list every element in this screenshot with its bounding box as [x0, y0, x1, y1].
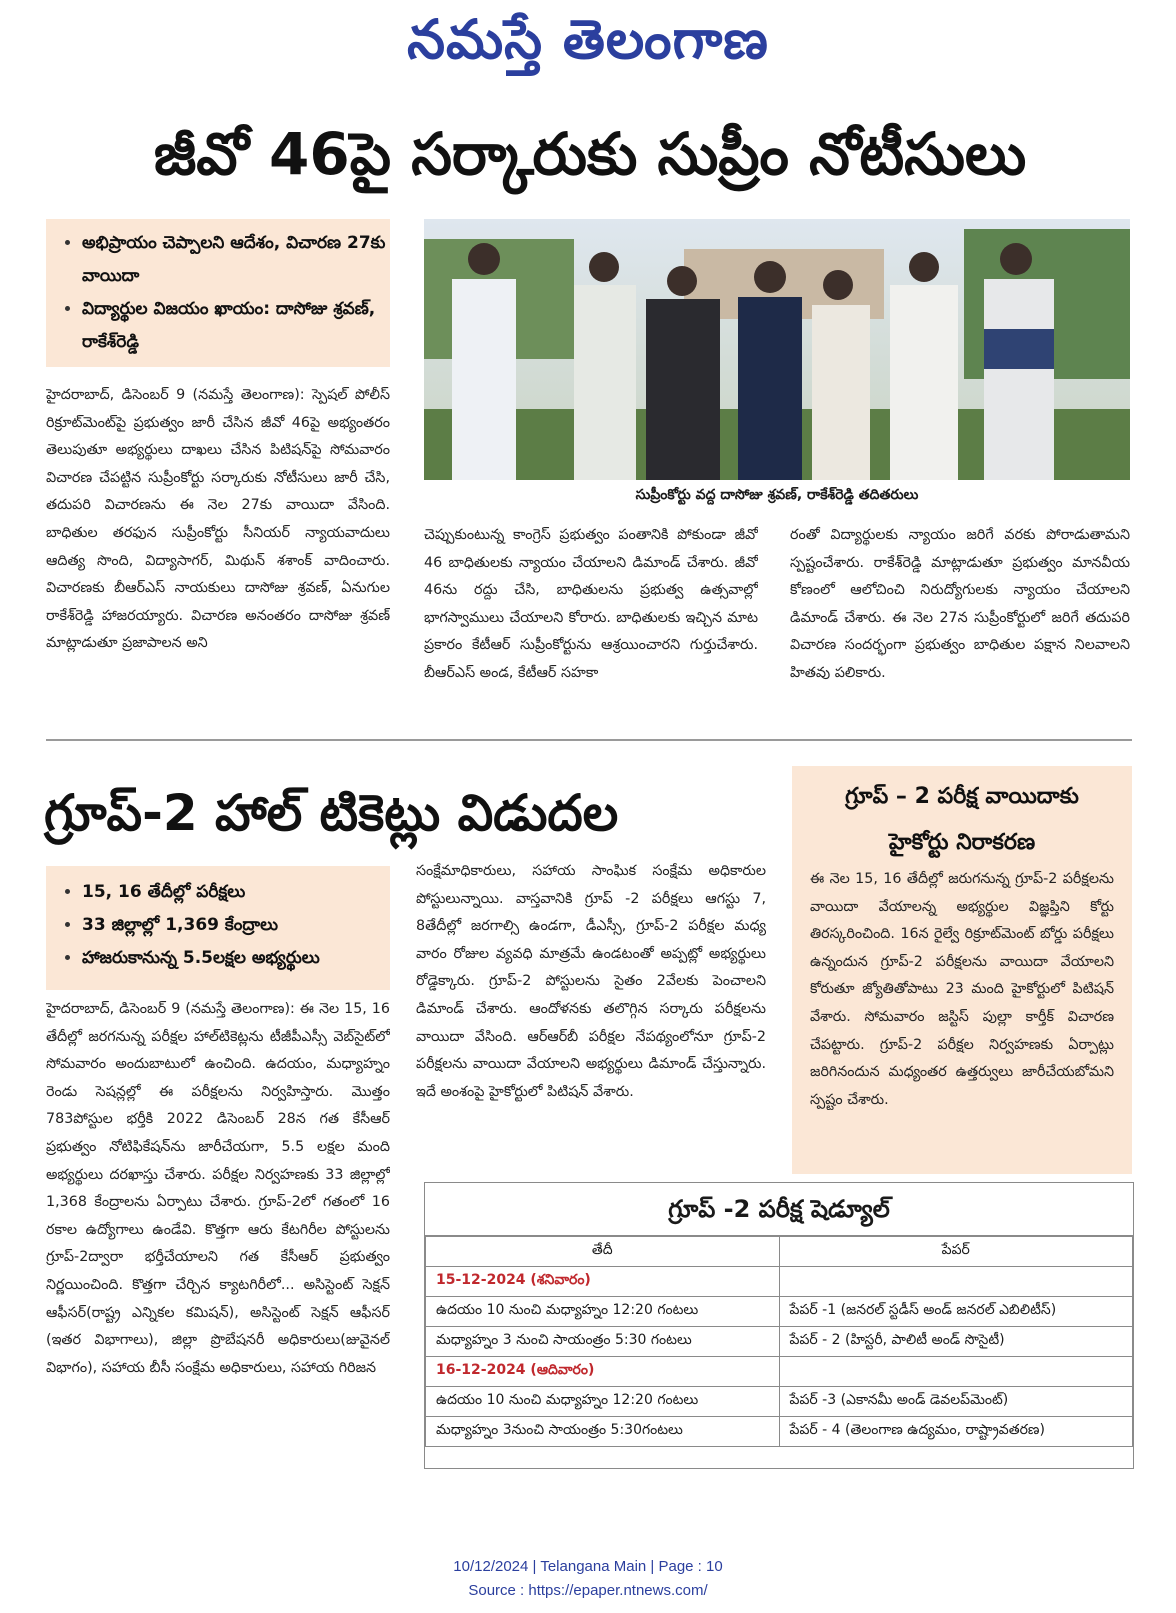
highlight-item: • విద్యార్థుల విజయం ఖాయం: దాసోజు శ్రవణ్, రాకేశ్‌రెడ్డి	[82, 293, 390, 359]
story1-column-2	[424, 522, 758, 716]
empty-cell	[779, 1267, 1133, 1297]
table-header	[426, 1237, 1133, 1267]
story2-highlights	[46, 876, 390, 975]
time-cell: ఉదయం 10 నుంచి మధ్యాహ్నం 12:20 గంటలు	[426, 1387, 780, 1417]
story1-column-3	[790, 522, 1130, 716]
story1-highlights-box	[46, 219, 390, 367]
photo-caption: సుప్రీంకోర్టు వద్ద దాసోజు శ్రవణ్, రాకేశ్‌రెడ్డి తదితరులు	[635, 487, 919, 503]
footer-source-link[interactable]: Source : https://epaper.ntnews.com/	[468, 1582, 708, 1599]
page-footer	[0, 1555, 1176, 1603]
headline-go46: జీవో 46పై సర్కారుకు సుప్రీం నోటీసులు	[153, 120, 1027, 188]
court-group-photo	[424, 219, 1130, 480]
table-row	[426, 1327, 1133, 1357]
exam-schedule-box	[424, 1182, 1134, 1469]
highlight-item: • 33 జిల్లాల్లో 1,369 కేంద్రాలు	[82, 909, 390, 942]
schedule-title: గ్రూప్ -2 పరీక్ష షెడ్యూల్	[425, 1183, 1133, 1236]
masthead-logo: నమస్తే తెలంగాణ	[407, 8, 769, 71]
story2-column-2	[416, 858, 766, 1164]
schedule-table	[425, 1236, 1133, 1447]
highcourt-sidebar	[792, 766, 1132, 1174]
time-cell: మధ్యాహ్నం 3 నుంచి సాయంత్రం 5:30 గంటలు	[426, 1327, 780, 1357]
col-header-paper: పేపర్	[779, 1237, 1133, 1267]
story1-text: రంతో విద్యార్థులకు న్యాయం జరిగే వరకు పోరాడుతామని స్పష్టంచేశారు. రాకేశ్‌రెడ్డి మాట్లాడుతూ ప్రభుత్వం మానవీయ కోణంలో ఆలోచించి నిరుద్యోగులకు న్యాయం చేయాలని డిమాండ్ చేశారు. ఈ నెల 27న సుప్రీంకోర్టులో జరిగే తదుపరి విచారణ సందర్భంగా ప్రభుత్వం బాధితుల పక్షాన నిలవాలని హితవు పలికారు.	[790, 527, 1130, 681]
date-cell: 15-12-2024 (శనివారం)	[426, 1267, 780, 1297]
paper-cell: పేపర్ - 4 (తెలంగాణ ఉద్యమం, రాష్ట్రావతరణ)	[779, 1417, 1133, 1447]
sidebar-body	[792, 866, 1132, 1166]
sidebar-title: గ్రూప్ – 2 పరీక్ష వాయిదాకు	[845, 784, 1079, 809]
story1-highlights	[46, 227, 390, 359]
table-row	[426, 1267, 1133, 1297]
col-header-date: తేదీ	[426, 1237, 780, 1267]
story2-text: హైదరాబాద్, డిసెంబర్ 9 (నమస్తే తెలంగాణ): ఈ నెల 15, 16 తేదీల్లో జరగనున్న పరీక్షల హాల్‌టికెట్లను టీజీపీఎస్సీ వెబ్‌సైట్‌లో సోమవారం అందుబాటులో ఉంచింది. ఉదయం, మధ్యాహ్నం రెండు సెషన్లల్లో ఈ పరీక్షలను నిర్వహిస్తారు. మొత్తం 783పోస్టుల భర్తీకి 2022 డిసెంబర్ 28న గత కేసీఆర్ ప్రభుత్వం నోటిఫికేషన్‌ను జారీచేయగా, 5.5 లక్షల మంది అభ్యర్థులు దరఖాస్తు చేశారు. పరీక్షల నిర్వహణకు 33 జిల్లాల్లో 1,368 కేంద్రాలను ఏర్పాటు చేశారు. గ్రూప్-2లో గతంలో 16 రకాల ఉద్యోగాలు ఉండేవి. కొత్తగా ఆరు కేటగిరీల పోస్టులను గ్రూప్-2ద్వారా భర్తీచేయాలని గత కేసీఆర్ ప్రభుత్వం నిర్ణయించింది. కొత్తగా చేర్చిన క్యాటగిరీలో... అసిస్టెంట్ సెక్షన్ ఆఫీసర్(రాష్ట్ర ఎన్నికల కమిషన్), అసిస్టెంట్ సెక్షన్ ఆఫీసర్ (ఇతర విభాగాలు), జిల్లా ప్రొబేషనరీ అధికారులు(జువైనల్ విభాగం), సహాయ బీసీ సంక్షేమ అధికారులు, సహాయ గిరిజన	[46, 1001, 390, 1376]
sidebar-text: ఈ నెల 15, 16 తేదీల్లో జరుగనున్న గ్రూప్-2 పరీక్షలను వాయిదా వేయాలన్న అభ్యర్థుల విజ్ఞప్తిని కోర్టు తిరస్కరించింది. 16న రైల్వే రిక్రూట్‌మెంట్ బోర్డు పరీక్షలు ఉన్నందున గ్రూప్-2 పరీక్షలను వాయిదా వేయాలని కోరుతూ జ్యోతితోపాటు 23 మంది హైకోర్టులో పిటిషన్ వేశారు. సోమవారం జస్టిస్ పుల్లా కార్తీక్ విచారణ చేపట్టారు. గ్రూప్-2 పరీక్షల నిర్వహణకు ఏర్పాట్లు జరిగినందున మధ్యంతర ఉత్తర్వులు జారీచేయబోమని స్పష్టం చేశారు.	[810, 871, 1114, 1108]
paper-cell: పేపర్ - 2 (హిస్టరీ, పాలిటీ అండ్ సొసైటీ)	[779, 1327, 1133, 1357]
paper-cell: పేపర్ -1 (జనరల్ స్టడీస్ అండ్ జనరల్ ఎబిలిటీస్)	[779, 1297, 1133, 1327]
date-cell: 16-12-2024 (ఆదివారం)	[426, 1357, 780, 1387]
table-row	[426, 1297, 1133, 1327]
footer-edition-info: 10/12/2024 | Telangana Main | Page : 10	[453, 1558, 723, 1575]
table-row	[426, 1387, 1133, 1417]
empty-cell	[779, 1357, 1133, 1387]
story2-highlights-box	[46, 866, 390, 990]
time-cell: ఉదయం 10 నుంచి మధ్యాహ్నం 12:20 గంటలు	[426, 1297, 780, 1327]
paper-cell: పేపర్ -3 (ఎకానమీ అండ్ డెవలప్‌మెంట్)	[779, 1387, 1133, 1417]
section-divider	[46, 739, 1132, 741]
story2-text: సంక్షేమాధికారులు, సహాయ సాంఘిక సంక్షేమ అధికారుల పోస్టులున్నాయి. వాస్తవానికి గ్రూప్ -2 పరీక్షలు ఆగస్టు 7, 8తేదీల్లో జరగాల్సి ఉండగా, డీఎస్సీ, గ్రూప్-2 పరీక్షల మధ్య వారం రోజుల వ్యవధి మాత్రమే ఉండటంతో అప్పట్లో అభ్యర్థులు రోడ్డెక్కారు. గ్రూప్-2 పోస్టులను సైతం 2వేలకు పెంచాలని డిమాండ్ చేశారు. ఆందోళనకు తలొగ్గిన సర్కారు పరీక్షలను వాయిదా వేసింది. ఆర్‌ఆర్‌బీ పరీక్షల నేపథ్యంలోనూ గ్రూప్-2 పరీక్షలను వాయిదా వేయాలని అభ్యర్థులు డిమాండ్ చేస్తున్నారు. ఇదే అంశంపై హైకోర్టులో పిటిషన్ వేశారు.	[416, 863, 766, 1100]
headline-group2-hall-tickets: గ్రూప్-2 హాల్ టికెట్లు విడుదల	[44, 784, 619, 842]
story1-text: హైదరాబాద్, డిసెంబర్ 9 (నమస్తే తెలంగాణ): స్పెషల్ పోలీస్ రిక్రూట్‌మెంట్‌పై ప్రభుత్వం జారీ చేసిన జీవో 46పై అభ్యంతరం తెలుపుతూ అభ్యర్థులు దాఖలు చేసిన పిటిషన్‌పై సోమవారం విచారణ చేపట్టిన సుప్రీంకోర్టు సర్కారుకు నోటీసులు జారీ చేసి, తదుపరి విచారణను ఈ నెల 27కు వాయిదా వేసింది. బాధితుల తరఫున సుప్రీంకోర్టు సీనియర్ న్యాయవాదులు ఆదిత్య సొంది, విద్యాసాగర్, మిథున్ శశాంక్ వాదించారు. విచారణకు బీఆర్‌ఎస్ నాయకులు దాసోజు శ్రవణ్, ఏనుగుల రాకేశ్‌రెడ్డి హాజరయ్యారు. విచారణ అనంతరం దాసోజు శ్రవణ్ మాట్లాడుతూ ప్రజాపాలన అని	[46, 387, 390, 652]
sidebar-subtitle: హైకోర్టు నిరాకరణ	[888, 830, 1036, 855]
time-cell: మధ్యాహ్నం 3నుంచి సాయంత్రం 5:30గంటలు	[426, 1417, 780, 1447]
photo-image	[424, 219, 1130, 480]
table-row	[426, 1417, 1133, 1447]
highlight-item: • హాజరుకానున్న 5.5లక్షల అభ్యర్థులు	[82, 942, 390, 975]
story1-column-1	[46, 382, 390, 716]
highlight-item: • 15, 16 తేదీల్లో పరీక్షలు	[82, 876, 390, 909]
highlight-item: • అభిప్రాయం చెప్పాలని ఆదేశం, విచారణ 27కు వాయిదా	[82, 227, 390, 293]
story1-text: చెప్పుకుంటున్న కాంగ్రెస్ ప్రభుత్వం పంతానికి పోకుండా జీవో 46 బాధితులకు న్యాయం చేయాలని డిమాండ్ చేశారు. జీవో 46ను రద్దు చేసి, బాధితులను ప్రభుత్వ ఉత్సవాల్లో భాగస్వాములు చేయాలని కోరారు. బాధితులకు ఇచ్చిన మాట ప్రకారం కేటీఆర్ సుప్రీంకోర్టును ఆశ్రయించారని గుర్తుచేశారు. బీఆర్‌ఎస్ అండ, కేటీఆర్ సహకా	[424, 527, 758, 681]
story2-column-1	[46, 996, 390, 1466]
table-row	[426, 1357, 1133, 1387]
